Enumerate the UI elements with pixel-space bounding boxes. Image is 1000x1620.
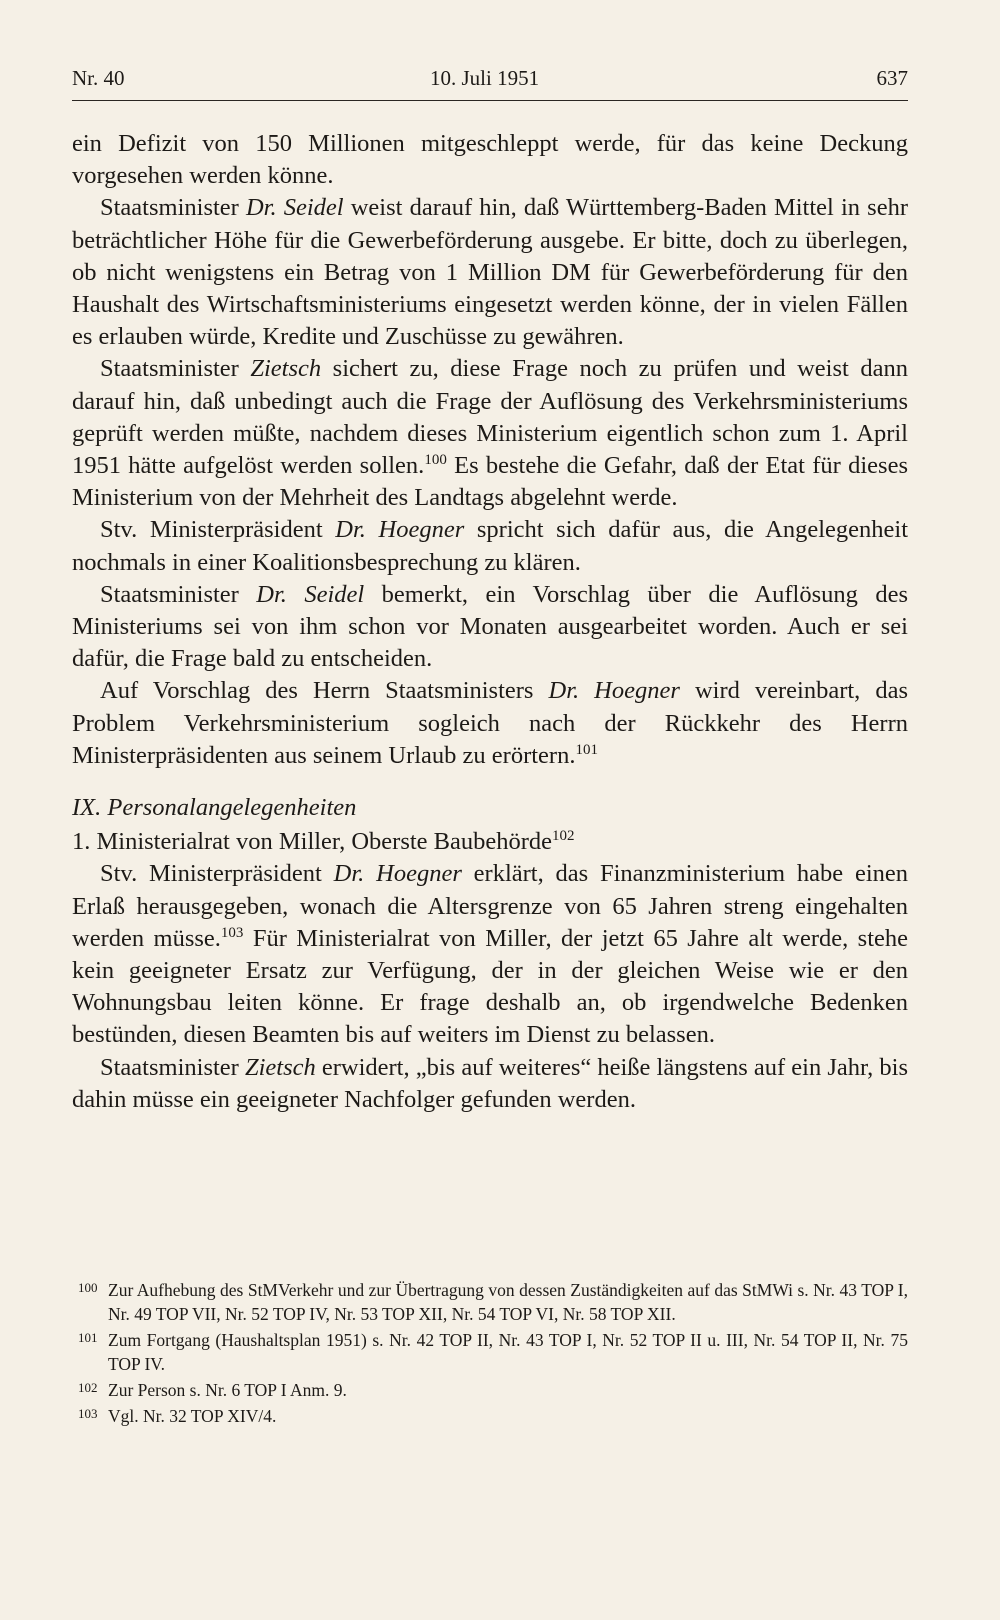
paragraph-text: Staatsminister	[100, 580, 257, 608]
speaker-name: Seidel	[286, 580, 365, 608]
footnote	[78, 1328, 908, 1376]
paragraph-text: Auf Vorschlag des Herrn Staatsministers	[100, 677, 549, 705]
section-heading: IX. Personalangelegenheiten	[72, 794, 357, 822]
speaker-name: Zietsch	[244, 1053, 316, 1081]
footnote-number: 102	[78, 1380, 98, 1395]
paragraph	[72, 1052, 908, 1116]
paragraph-text: Staatsminister	[100, 194, 246, 222]
paragraph-text: Es bestehe die Gefahr, daß der Etat für dieses Ministerium von der Mehrheit des Landtags abgelehnt werde.	[72, 452, 908, 512]
speaker-name: Hoegner	[579, 677, 680, 705]
footnote-text: Zur Person s. Nr. 6 TOP I Anm. 9.	[108, 1380, 347, 1400]
title-dr: Dr.	[256, 580, 287, 608]
paragraph-text: erwidert, „bis auf weiteres“ heiße längstens auf ein Jahr, bis dahin müsse ein geeigneter Nachfolger gefunden werden.	[72, 1053, 908, 1113]
paragraph-text: bemerkt, ein Vorschlag über die Auflösung des Ministeriums sei von ihm schon vor Monaten ausgearbeitet worden. Auch er sei dafür, die Frage bald zu entscheiden.	[72, 580, 908, 673]
document-date: 10. Juli 1951	[430, 66, 540, 90]
paragraph-text: Staatsminister	[100, 355, 251, 383]
paragraph	[72, 675, 908, 772]
paragraph	[72, 128, 908, 192]
footnote-reference[interactable]: 101	[575, 741, 598, 758]
paragraph	[72, 353, 908, 514]
page-number: 637	[876, 66, 908, 90]
body-text	[72, 128, 908, 1116]
footnotes	[78, 1278, 908, 1430]
paragraph	[72, 858, 908, 1051]
footnote	[78, 1278, 908, 1326]
paragraph-text: Für Ministerialrat von Miller, der jetzt 65 Jahre alt werde, stehe kein geeigneter Ersatz zur Verfügung, der in der gleichen Weise wie er den Wohnungsbau leiten könne. Er frage deshalb an, ob irgendwelche Bedenken bestünden, diesen Beamten bis auf weiters im Dienst zu belassen.	[72, 924, 908, 1049]
speaker-name: Zietsch	[250, 355, 322, 383]
agenda-item-heading	[72, 826, 908, 858]
paragraph-text: erklärt, das Finanzministerium habe einen Erlaß herausgegeben, wonach die Altersgrenze von 65 Jahren streng eingehalten werden müsse.	[72, 860, 909, 952]
paragraph-text: Staatsminister	[100, 1053, 245, 1081]
speaker-name: Seidel	[276, 194, 344, 222]
title-dr: Dr.	[335, 516, 366, 544]
paragraph-text: ein Defizit von 150 Millionen mitgeschleppt werde, für das keine Deckung vorgesehen werden könne.	[72, 130, 908, 190]
paragraph	[72, 579, 908, 676]
footnote-number: 101	[78, 1330, 98, 1345]
footnote-text: Zur Aufhebung des StMVerkehr und zur Übertragung von dessen Zuständigkeiten auf das StMWi s. Nr. 43 TOP I, Nr. 49 TOP VII, Nr. 52 TOP IV, Nr. 53 TOP XII, Nr. 54 TOP VI, Nr. 58 TOP XII.	[108, 1280, 908, 1324]
footnote-reference[interactable]: 102	[552, 828, 575, 845]
paragraph	[72, 192, 908, 353]
footnote-reference[interactable]: 100	[424, 452, 447, 469]
running-head	[72, 60, 908, 101]
paragraph-text: sichert zu, diese Frage noch zu prüfen und weist dann darauf hin, daß unbedingt auch die Frage der Auflösung des Verkehrsministeriums geprüft werden müßte, nachdem dieses Ministerium eigentlich schon zum 1. April 1951 hätte aufgelöst werden sollen.	[72, 355, 908, 480]
footnote-reference[interactable]: 103	[220, 924, 244, 941]
title-dr: Dr.	[245, 194, 277, 222]
footnote-text: Vgl. Nr. 32 TOP XIV/4.	[108, 1406, 277, 1426]
footnote	[78, 1378, 908, 1402]
footnote-number: 103	[78, 1406, 98, 1421]
footnote-text: Zum Fortgang (Haushaltsplan 1951) s. Nr. 42 TOP II, Nr. 43 TOP I, Nr. 52 TOP II u. III, Nr. 54 TOP II, Nr. 75 TOP IV.	[108, 1330, 908, 1374]
title-dr: Dr.	[333, 860, 365, 888]
agenda-item-title: 1. Ministerialrat von Miller, Oberste Baubehörde	[72, 828, 553, 856]
speaker-name: Hoegner	[365, 516, 465, 544]
paragraph-text: Stv. Ministerpräsident	[100, 860, 334, 888]
paragraph	[72, 514, 908, 578]
speaker-name: Hoegner	[364, 860, 462, 888]
title-dr: Dr.	[548, 677, 580, 705]
paragraph-text: weist darauf hin, daß Württemberg-Baden Mittel in sehr beträchtlicher Höhe für die Gewerbeförderung ausgebe. Er bitte, doch zu überlegen, ob nicht wenigstens ein Betrag von 1 Million DM für Gewerbeförderung für den Haushalt des Wirtschaftsministeriums eingesetzt werden könne, der in vielen Fällen es erlauben würde, Kredite und Zuschüsse zu gewähren.	[72, 194, 908, 351]
footnote	[78, 1404, 908, 1428]
paragraph-text: Stv. Ministerpräsident	[100, 516, 336, 544]
paragraph-text: wird vereinbart, das Problem Verkehrsministerium sogleich nach der Rückkehr des Herrn Ministerpräsidenten aus seinem Urlaub zu erörtern.	[72, 677, 908, 769]
paragraph-text: spricht sich dafür aus, die Angelegenheit nochmals in einer Koalitionsbesprechung zu klären.	[72, 516, 909, 576]
footnote-number: 100	[78, 1280, 98, 1295]
document-number: Nr. 40	[72, 66, 125, 90]
